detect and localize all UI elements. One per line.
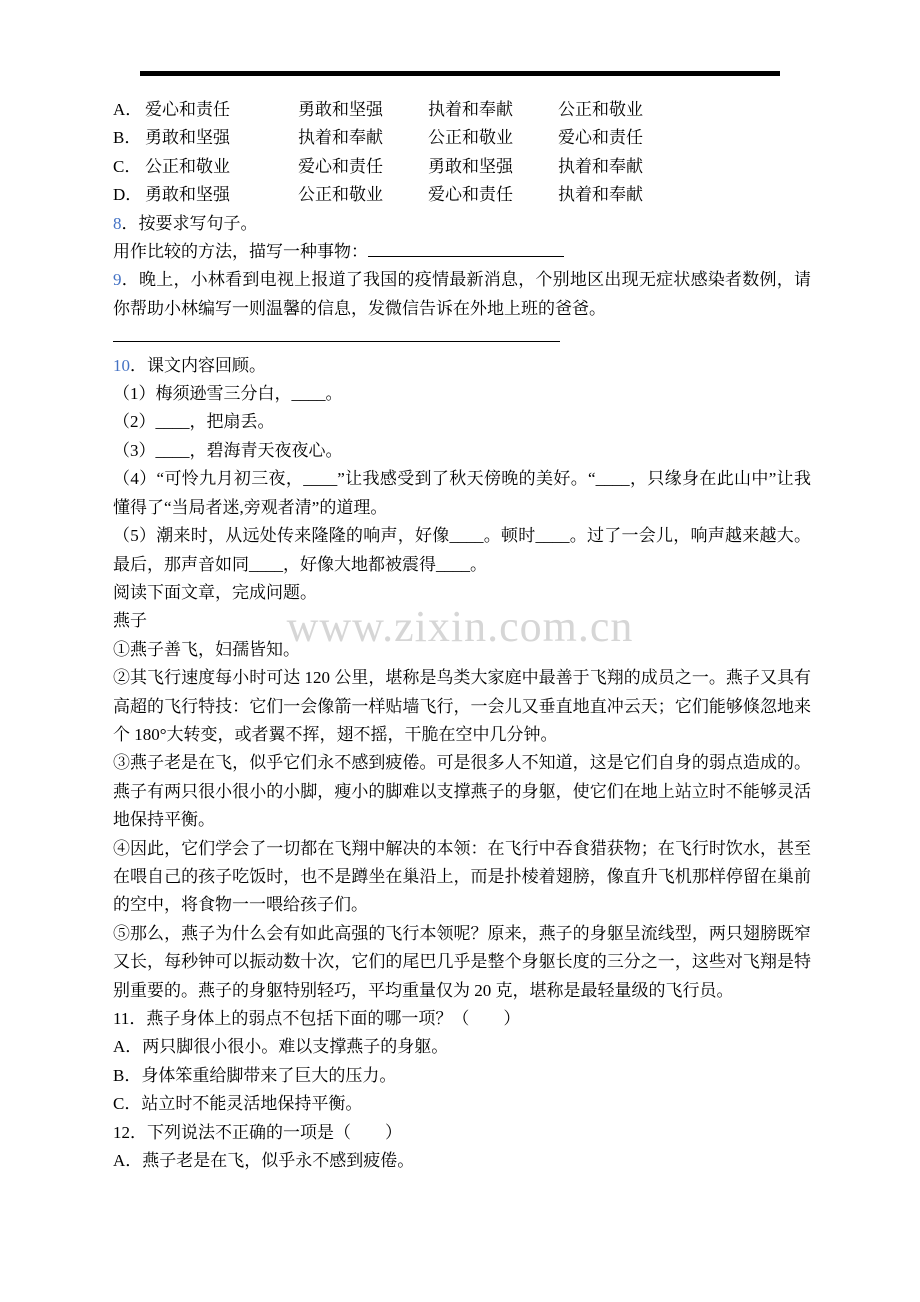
passage-paragraph-4: ④因此，它们学会了一切都在飞翔中解决的本领：在飞行中吞食猎获物；在飞行时饮水，甚至在喂自己的孩子吃饭时，也不是蹲坐在巢沿上，而是扑棱着翅膀，像直升飞机那样停留在巢前的空中，将食物一一喂给孩子们。 bbox=[113, 838, 811, 915]
choice-row-d bbox=[113, 181, 811, 209]
option-label: B． bbox=[113, 128, 142, 148]
page-content bbox=[113, 96, 811, 1175]
passage-paragraph-3: ③燕子老是在飞，似乎它们永不感到疲倦。可是很多人不知道，这是它们自身的弱点造成的。燕子有两只很小很小的小脚，瘦小的脚难以支撑燕子的身躯，使它们在地上站立时不能够灵活地保持平衡。 bbox=[113, 753, 811, 830]
passage-paragraph-1: ①燕子善飞，妇孺皆知。 bbox=[113, 639, 300, 659]
question-10-title bbox=[113, 352, 811, 380]
question-8-text: ．按要求写句子。 bbox=[121, 213, 258, 233]
question-12-number: 12 bbox=[113, 1122, 130, 1142]
fill-blank-item-5: （5）潮来时，从远处传来隆隆的响声，好像____。顿时____。过了一会儿，响声越来越大。最后，那声音如同____，好像大地都被震得____。 bbox=[113, 526, 811, 574]
option-cell: 爱心和责任 bbox=[428, 185, 513, 205]
option-cell: 勇敢和坚强 bbox=[145, 185, 230, 205]
question-12-text: ．下列说法不正确的一项是（ ） bbox=[130, 1122, 402, 1142]
option-cell: 爱心和责任 bbox=[558, 128, 643, 148]
question-8-prompt-text: 用作比较的方法，描写一种事物： bbox=[113, 242, 368, 262]
option-cell: 勇敢和坚强 bbox=[145, 128, 230, 148]
top-horizontal-rule bbox=[140, 71, 780, 76]
answer-blank bbox=[113, 325, 560, 342]
option-cell: 勇敢和坚强 bbox=[298, 100, 383, 119]
option-cell: 执着和奉献 bbox=[558, 156, 643, 176]
question-11-text: ．燕子身体上的弱点不包括下面的哪一项？（ ） bbox=[129, 1009, 521, 1028]
reading-intro: 阅读下面文章，完成问题。 bbox=[113, 582, 317, 602]
question-11-number: 11 bbox=[113, 1009, 130, 1028]
fill-blank-item-4: （4）“可怜九月初三夜，____”让我感受到了秋天傍晚的美好。“____，只缘身在此山中”让我懂得了“当局者迷,旁观者清”的道理。 bbox=[113, 469, 811, 517]
fill-blank-item-3: （3）____，碧海青天夜夜心。 bbox=[113, 440, 343, 460]
answer-blank bbox=[368, 240, 564, 257]
question-9-text: ．晚上，小林看到电视上报道了我国的疫情最新消息，个别地区出现无症状感染者数例，请你帮助小林编写一则温馨的信息，发微信告诉在外地上班的爸爸。 bbox=[113, 270, 811, 318]
passage-title: 燕子 bbox=[113, 611, 147, 631]
option-label: C． bbox=[113, 156, 142, 176]
fill-blank-item-2: （2）____，把扇丢。 bbox=[113, 412, 275, 432]
option-cell: 公正和敬业 bbox=[298, 185, 383, 205]
question-9 bbox=[113, 266, 811, 323]
choice-row-a bbox=[113, 96, 811, 124]
watermark: www.zixin.com.cn bbox=[286, 602, 634, 651]
passage-paragraph-2: ②其飞行速度每小时可达 120 公里，堪称是鸟类大家庭中最善于飞翔的成员之一。燕子又具有高超的飞行特技：它们一会像箭一样贴墙飞行，一会儿又垂直地直冲云天；它们能够倏忽地来个 180°大转变，或者翼不挥，翅不摇，干脆在空中几分钟。 bbox=[113, 668, 811, 744]
option-cell: 爱心和责任 bbox=[298, 156, 383, 176]
question-12-option-a: A．燕子老是在飞，似乎永不感到疲倦。 bbox=[113, 1151, 415, 1171]
question-8-number: 8 bbox=[113, 213, 122, 233]
passage-paragraph-5: ⑤那么，燕子为什么会有如此高强的飞行本领呢？原来，燕子的身躯呈流线型，两只翅膀既窄又长，每秒钟可以振动数十次，它们的尾巴几乎是整个身躯长度的三分之一，这些对飞翔是特别重要的。燕子的身躯特别轻巧，平均重量仅为 20 克，堪称是最轻量级的飞行员。 bbox=[113, 923, 811, 1000]
question-8-title bbox=[113, 210, 811, 238]
option-cell: 执着和奉献 bbox=[298, 128, 383, 148]
option-cell: 勇敢和坚强 bbox=[428, 156, 513, 176]
option-cell: 公正和敬业 bbox=[558, 100, 643, 119]
question-8-prompt bbox=[113, 238, 811, 266]
question-11-option-b: B．身体笨重给脚带来了巨大的压力。 bbox=[113, 1065, 397, 1085]
choice-row-c bbox=[113, 153, 811, 181]
choice-row-b bbox=[113, 124, 811, 152]
question-11-stem bbox=[113, 1005, 811, 1033]
option-cell: 公正和敬业 bbox=[428, 128, 513, 148]
option-label: D． bbox=[113, 185, 143, 205]
option-cell: 执着和奉献 bbox=[558, 185, 643, 205]
fill-blank-item-1: （1）梅须逊雪三分白，____。 bbox=[113, 384, 343, 404]
option-cell: 执着和奉献 bbox=[428, 100, 513, 119]
option-label: A． bbox=[113, 100, 143, 119]
question-9-answer-line bbox=[113, 323, 811, 351]
option-cell: 爱心和责任 bbox=[145, 100, 230, 119]
option-cell: 公正和敬业 bbox=[145, 156, 230, 176]
question-11-option-c: C．站立时不能灵活地保持平衡。 bbox=[113, 1094, 363, 1114]
question-10-number: 10 bbox=[113, 355, 130, 375]
question-11-option-a: A．两只脚很小很小。难以支撑燕子的身躯。 bbox=[113, 1037, 449, 1057]
question-9-number: 9 bbox=[113, 270, 122, 290]
question-10-text: ．课文内容回顾。 bbox=[130, 355, 266, 375]
question-12-stem bbox=[113, 1119, 811, 1147]
